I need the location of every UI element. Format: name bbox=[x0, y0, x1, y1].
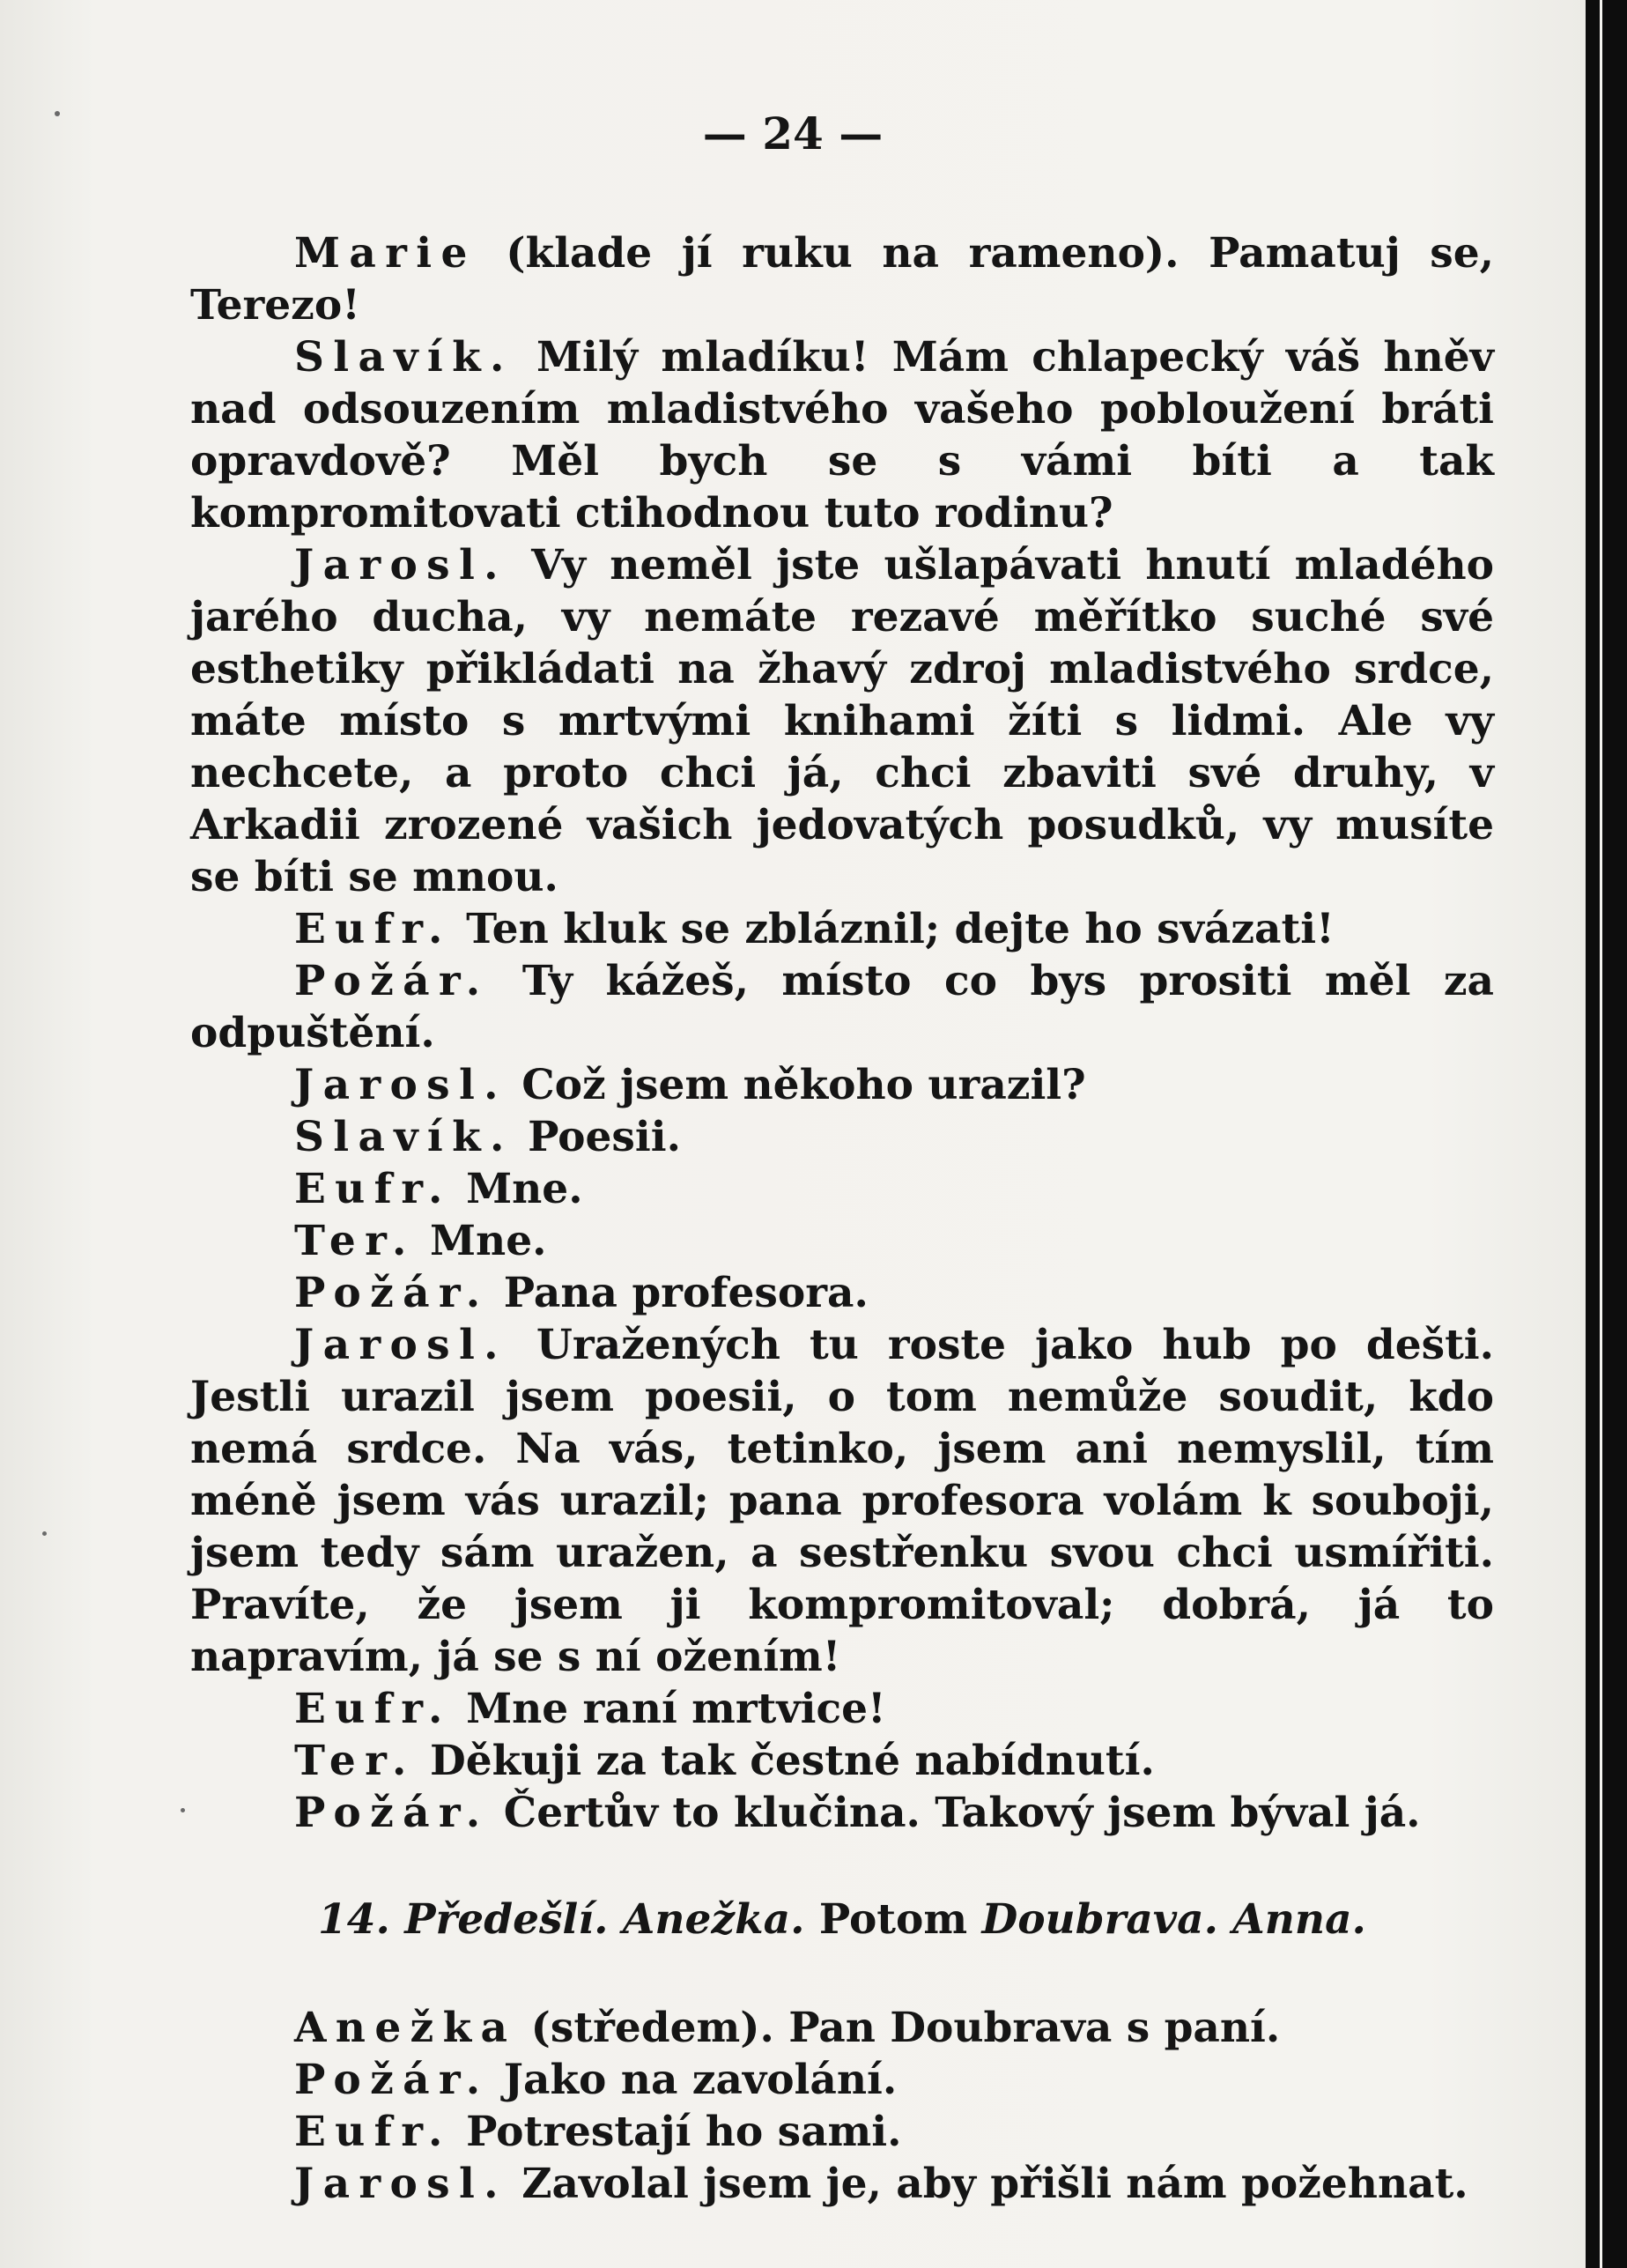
speech-line bbox=[190, 1683, 1494, 1735]
speech-text: Ten kluk se zbláznil; dejte ho svázati! bbox=[451, 905, 1335, 953]
speech-text: Pana profesora. bbox=[489, 1269, 869, 1317]
ink-speck bbox=[181, 1808, 185, 1812]
speaker-name: Ter. bbox=[294, 1737, 416, 1785]
speech-line bbox=[190, 1267, 1494, 1319]
speaker-name: Požár. bbox=[294, 1269, 490, 1317]
speech-line bbox=[190, 903, 1494, 955]
speaker-name: Slavík. bbox=[294, 333, 514, 382]
page-edge-line bbox=[1600, 0, 1602, 2268]
speech-line bbox=[190, 1787, 1494, 1839]
speaker-name: Eufr. bbox=[294, 1685, 452, 1733]
speech-text: Mne raní mrtvice! bbox=[451, 1685, 886, 1733]
speaker-name: Anežka bbox=[294, 2004, 517, 2052]
speech-text: (středem). Pan Doubrava s paní. bbox=[516, 2004, 1281, 2052]
speaker-name: Jarosl. bbox=[294, 1061, 507, 1109]
ink-speck bbox=[42, 1531, 47, 1536]
speaker-name: Eufr. bbox=[294, 2108, 452, 2156]
speech-line bbox=[190, 539, 1494, 903]
speech-line bbox=[190, 1735, 1494, 1787]
page-number: — 24 — bbox=[702, 107, 884, 159]
speech-text: Vy neměl jste ušlapávati hnutí mladého jarého ducha, vy nemáte rezavé měřítko suché své esthetiky přikládati na žhavý zdroj mladistvého srdce, máte místo s mrtvými knihami žíti s lidmi. Ale vy nechcete, a proto chci já, chci zbaviti své druhy, v Arkadii zrozené vašich jedovatých posudků, vy musíte se bíti se mnou. bbox=[190, 541, 1494, 901]
speech-line bbox=[190, 2106, 1494, 2158]
scene-later-characters: Doubrava. Anna. bbox=[981, 1895, 1366, 1944]
speech-text: Jako na zavolání. bbox=[489, 2056, 898, 2104]
speech-text: (klade jí ruku na rameno). Pamatuj se, Terezo! bbox=[190, 229, 1494, 330]
speech-text: Zavolal jsem je, aby přišli nám požehnat. bbox=[507, 2160, 1468, 2208]
speech-text: Čertův to klučina. Takový jsem býval já. bbox=[489, 1789, 1421, 1837]
speaker-name: Požár. bbox=[294, 1789, 490, 1837]
speaker-name: Požár. bbox=[294, 2056, 490, 2104]
scene-then: Potom bbox=[818, 1895, 968, 1944]
speech-text: Uražených tu roste jako hub po dešti. Jestli urazil jsem poesii, o tom nemůže soudit, kdo nemá srdce. Na vás, tetinko, jsem ani nemyslil, tím méně jsem vás urazil; pana profesora volám k souboji, jsem tedy sám uražen, a sestřenku svou chci usmířiti. Pravíte, že jsem ji kompromitoval; dobrá, já to napravím, já se s ní ožením! bbox=[190, 1321, 1494, 1681]
speech-text: Poesii. bbox=[513, 1113, 681, 1161]
speech-text: Mne. bbox=[451, 1165, 583, 1213]
speech-line bbox=[190, 955, 1494, 1059]
speech-text: Potrestají ho sami. bbox=[451, 2108, 902, 2156]
speaker-name: Marie bbox=[294, 229, 477, 278]
page-edge-dark bbox=[1586, 0, 1627, 2268]
play-text bbox=[190, 227, 1494, 2210]
speech-line bbox=[190, 227, 1494, 331]
speech-text: Mne. bbox=[415, 1217, 547, 1265]
speaker-name: Eufr. bbox=[294, 905, 452, 953]
speaker-name: Jarosl. bbox=[294, 1321, 507, 1369]
speech-line bbox=[190, 1319, 1494, 1683]
speech-line bbox=[190, 1111, 1494, 1163]
scene-number: 14. bbox=[318, 1895, 390, 1944]
speaker-name: Jarosl. bbox=[294, 2160, 507, 2208]
speech-text: Děkuji za tak čestné nabídnutí. bbox=[415, 1737, 1155, 1785]
speaker-name: Eufr. bbox=[294, 1165, 452, 1213]
speech-line bbox=[190, 2158, 1494, 2210]
speaker-name: Jarosl. bbox=[294, 541, 507, 589]
scene-characters: Předešlí. Anežka. bbox=[404, 1895, 805, 1944]
speech-line bbox=[190, 2002, 1494, 2054]
speaker-name: Požár. bbox=[294, 957, 490, 1005]
speech-text: Což jsem někoho urazil? bbox=[507, 1061, 1086, 1109]
speech-text: Ty kážeš, místo co bys prositi měl za odpuštění. bbox=[190, 957, 1494, 1057]
speech-line bbox=[190, 1059, 1494, 1111]
scene-heading bbox=[190, 1894, 1494, 1946]
speech-line bbox=[190, 2054, 1494, 2106]
speaker-name: Ter. bbox=[294, 1217, 416, 1265]
speech-text: Milý mladíku! Mám chlapecký váš hněv nad odsouzením mladistvého vašeho pobloužení bráti opravdově? Měl bych se s vámi bíti a tak kompromitovati ctihodnou tuto rodinu? bbox=[190, 333, 1494, 537]
speech-line bbox=[190, 1215, 1494, 1267]
speaker-name: Slavík. bbox=[294, 1113, 514, 1161]
speech-line bbox=[190, 1163, 1494, 1215]
speech-line bbox=[190, 331, 1494, 539]
